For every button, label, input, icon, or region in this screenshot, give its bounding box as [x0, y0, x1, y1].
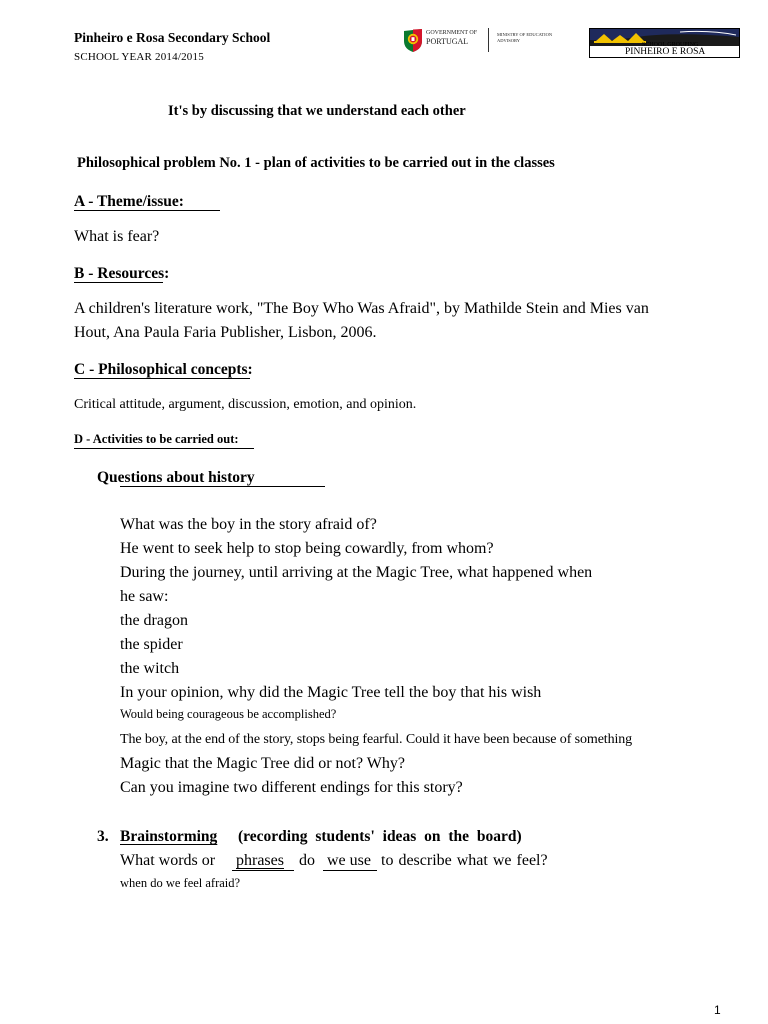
page-number: 1 — [714, 1003, 721, 1017]
brainstorming-question-1 — [120, 852, 215, 870]
government-logo — [402, 27, 566, 53]
school-year: SCHOOL YEAR 2014/2015 — [74, 51, 204, 63]
question-line: He went to seek help to stop being cowardly, from whom? — [120, 540, 494, 557]
theme-text: What is fear? — [74, 228, 160, 245]
theme-heading-text: A - Theme/issue: — [74, 193, 184, 210]
brainstorming-subtitle: (recording students' ideas on the board) — [238, 828, 522, 845]
q1-part-c: do — [299, 852, 315, 869]
question-line: In your opinion, why did the Magic Tree tell the boy that his wish — [120, 684, 542, 701]
gov-line-2: PORTUGAL — [426, 37, 469, 46]
concepts-heading-underline — [74, 378, 250, 379]
concepts-heading: C - Philosophical concepts: — [74, 361, 253, 378]
questions-heading: Questions about history — [97, 469, 255, 486]
theme-heading-underline — [74, 210, 220, 211]
activities-heading-underline — [74, 448, 254, 449]
portugal-emblem-icon — [402, 27, 424, 53]
question-line: he saw: — [120, 588, 169, 605]
question-line: What was the boy in the story afraid of? — [120, 516, 377, 533]
brainstorming-number: 3. — [97, 828, 109, 845]
ministry-text — [497, 32, 552, 43]
question-line: the spider — [120, 636, 183, 653]
motto: It's by discussing that we understand each other — [168, 103, 466, 119]
q1-part-a: What words or — [120, 852, 216, 869]
question-line: the dragon — [120, 612, 188, 629]
school-grouping-logo — [589, 28, 740, 58]
q1-part-d: we use — [327, 852, 371, 869]
resources-heading-underline — [74, 282, 163, 283]
school-logo-name: PINHEIRO E ROSA — [625, 47, 706, 57]
theme-heading — [74, 193, 184, 211]
questions-heading-underline — [120, 486, 325, 487]
question-line: the witch — [120, 660, 180, 677]
logo-divider — [488, 28, 489, 52]
resources-heading: B - Resources: — [74, 265, 170, 282]
question-line: Magic that the Magic Tree did or not? Why? — [120, 755, 405, 772]
question-line: Can you imagine two different endings for this story? — [120, 779, 463, 796]
concepts-text: Critical attitude, argument, discussion, emotion, and opinion. — [74, 397, 417, 412]
question-line: During the journey, until arriving at the Magic Tree, what happened when — [120, 564, 593, 581]
q1-part-e: to describe what we feel? — [381, 852, 548, 869]
question-line: Would being courageous be accomplished? — [120, 707, 337, 721]
q1-phrases-underline — [232, 870, 294, 871]
question-line: The boy, at the end of the story, stops being fearful. Could it have been because of something — [120, 732, 633, 747]
problem-title: Philosophical problem No. 1 - plan of activities to be carried out in the classes — [77, 155, 555, 171]
school-grouping-label: SCHOOL GROUPING — [642, 42, 699, 48]
resources-line-1: A children's literature work, "The Boy Who Was Afraid", by Mathilde Stein and Mies van — [74, 300, 649, 317]
activities-heading: D - Activities to be carried out: — [74, 432, 239, 446]
gov-line-1: GOVERNMENT OF — [426, 30, 478, 36]
q1-we-use-underline — [323, 870, 377, 871]
ministry-line-1: MINISTRY OF EDUCATION — [497, 32, 553, 37]
brainstorming-heading-text: Brainstorming — [120, 828, 218, 845]
brainstorming-heading — [120, 828, 217, 846]
government-text — [426, 30, 477, 46]
q1-part-b: phrases — [236, 852, 284, 869]
resources-line-2: Hout, Ana Paula Faria Publisher, Lisbon, 2006. — [74, 324, 377, 341]
brainstorming-question-2: when do we feel afraid? — [120, 876, 241, 890]
ministry-line-2: ADVISORY — [497, 37, 521, 43]
school-name: Pinheiro e Rosa Secondary School — [74, 30, 271, 45]
